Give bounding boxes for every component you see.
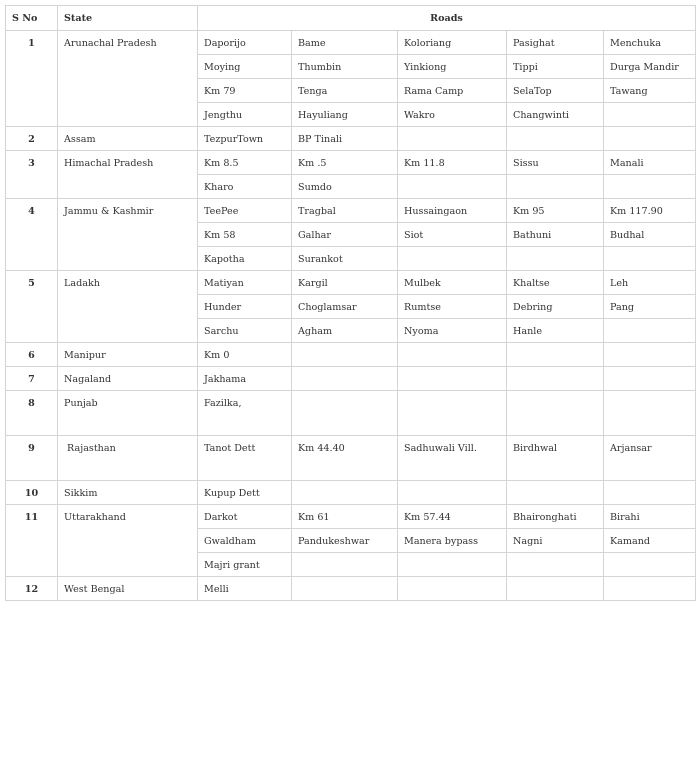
cell-road: Galhar bbox=[292, 223, 398, 247]
cell-road bbox=[507, 175, 604, 199]
table-row bbox=[6, 391, 696, 436]
cell-sno: 6 bbox=[6, 343, 58, 367]
cell-road: Rama Camp bbox=[398, 79, 507, 103]
cell-road bbox=[507, 247, 604, 271]
cell-road bbox=[398, 577, 507, 601]
cell-road bbox=[604, 391, 696, 436]
cell-road: Budhal bbox=[604, 223, 696, 247]
cell-road: Mulbek bbox=[398, 271, 507, 295]
cell-road: Kharo bbox=[198, 175, 292, 199]
cell-road: Pandukeshwar bbox=[292, 529, 398, 553]
cell-road bbox=[398, 343, 507, 367]
cell-road: Pang bbox=[604, 295, 696, 319]
cell-road: Km 8.5 bbox=[198, 151, 292, 175]
cell-road: TezpurTown bbox=[198, 127, 292, 151]
cell-road bbox=[398, 481, 507, 505]
cell-road: Birahi bbox=[604, 505, 696, 529]
cell-road bbox=[292, 343, 398, 367]
cell-state: Ladakh bbox=[58, 271, 198, 343]
cell-road: Melli bbox=[198, 577, 292, 601]
cell-road: Choglamsar bbox=[292, 295, 398, 319]
cell-road: Nagni bbox=[507, 529, 604, 553]
header-row bbox=[6, 6, 696, 31]
cell-state: Nagaland bbox=[58, 367, 198, 391]
cell-road: Kargil bbox=[292, 271, 398, 295]
cell-road bbox=[604, 319, 696, 343]
cell-road bbox=[398, 553, 507, 577]
cell-road: Sarchu bbox=[198, 319, 292, 343]
cell-road: Tippi bbox=[507, 55, 604, 79]
cell-road: Sissu bbox=[507, 151, 604, 175]
cell-road: Leh bbox=[604, 271, 696, 295]
cell-road: Hunder bbox=[198, 295, 292, 319]
table-row bbox=[6, 199, 696, 223]
cell-road bbox=[292, 391, 398, 436]
cell-road bbox=[292, 481, 398, 505]
cell-road: Fazilka, bbox=[198, 391, 292, 436]
cell-road bbox=[398, 391, 507, 436]
cell-road bbox=[507, 127, 604, 151]
cell-road: Manali bbox=[604, 151, 696, 175]
cell-road: Thumbin bbox=[292, 55, 398, 79]
cell-road bbox=[604, 247, 696, 271]
cell-road: Bathuni bbox=[507, 223, 604, 247]
cell-road bbox=[604, 367, 696, 391]
cell-road: Debring bbox=[507, 295, 604, 319]
cell-sno: 12 bbox=[6, 577, 58, 601]
cell-road: Km 79 bbox=[198, 79, 292, 103]
cell-state: Rajasthan bbox=[58, 436, 198, 481]
table-row bbox=[6, 31, 696, 55]
table-row bbox=[6, 481, 696, 505]
table-row bbox=[6, 271, 696, 295]
cell-state: Assam bbox=[58, 127, 198, 151]
cell-road bbox=[398, 175, 507, 199]
cell-road: BP Tinali bbox=[292, 127, 398, 151]
table-row bbox=[6, 151, 696, 175]
table-row bbox=[6, 367, 696, 391]
cell-road: Km 95 bbox=[507, 199, 604, 223]
table-row bbox=[6, 127, 696, 151]
cell-road: Khaltse bbox=[507, 271, 604, 295]
cell-road bbox=[398, 127, 507, 151]
table-row bbox=[6, 505, 696, 529]
cell-road: SelaTop bbox=[507, 79, 604, 103]
cell-road bbox=[604, 127, 696, 151]
table-body bbox=[6, 31, 696, 601]
header-roads: Roads bbox=[198, 6, 696, 31]
cell-state: Arunachal Pradesh bbox=[58, 31, 198, 127]
cell-road: Wakro bbox=[398, 103, 507, 127]
cell-sno: 2 bbox=[6, 127, 58, 151]
cell-road: Tenga bbox=[292, 79, 398, 103]
cell-road bbox=[507, 391, 604, 436]
cell-road: Kamand bbox=[604, 529, 696, 553]
cell-road: Km 57.44 bbox=[398, 505, 507, 529]
cell-road: Birdhwal bbox=[507, 436, 604, 481]
cell-road bbox=[507, 577, 604, 601]
cell-sno: 9 bbox=[6, 436, 58, 481]
cell-sno: 10 bbox=[6, 481, 58, 505]
cell-road: Tawang bbox=[604, 79, 696, 103]
cell-road: Matiyan bbox=[198, 271, 292, 295]
cell-state: Jammu & Kashmir bbox=[58, 199, 198, 271]
cell-road: Nyoma bbox=[398, 319, 507, 343]
cell-road: Darkot bbox=[198, 505, 292, 529]
cell-road bbox=[604, 175, 696, 199]
cell-road bbox=[507, 343, 604, 367]
cell-road: Siot bbox=[398, 223, 507, 247]
cell-road: Moying bbox=[198, 55, 292, 79]
cell-road bbox=[604, 343, 696, 367]
cell-state: Uttarakhand bbox=[58, 505, 198, 577]
cell-road: Km 0 bbox=[198, 343, 292, 367]
cell-road bbox=[604, 553, 696, 577]
cell-road: Menchuka bbox=[604, 31, 696, 55]
cell-road: Jengthu bbox=[198, 103, 292, 127]
roads-table bbox=[5, 5, 696, 601]
cell-road bbox=[507, 367, 604, 391]
cell-road bbox=[507, 481, 604, 505]
table-row bbox=[6, 343, 696, 367]
table-row bbox=[6, 436, 696, 481]
cell-road: Manera bypass bbox=[398, 529, 507, 553]
cell-road: Km 11.8 bbox=[398, 151, 507, 175]
cell-road: Hayuliang bbox=[292, 103, 398, 127]
cell-road: Rumtse bbox=[398, 295, 507, 319]
cell-road: Agham bbox=[292, 319, 398, 343]
cell-road: Km 44.40 bbox=[292, 436, 398, 481]
cell-road: Tragbal bbox=[292, 199, 398, 223]
cell-sno: 3 bbox=[6, 151, 58, 199]
cell-road: Hanle bbox=[507, 319, 604, 343]
cell-road bbox=[398, 247, 507, 271]
cell-road bbox=[604, 577, 696, 601]
cell-road: Jakhama bbox=[198, 367, 292, 391]
cell-sno: 5 bbox=[6, 271, 58, 343]
cell-road bbox=[292, 553, 398, 577]
cell-state: Sikkim bbox=[58, 481, 198, 505]
cell-road: Tanot Dett bbox=[198, 436, 292, 481]
cell-road bbox=[292, 367, 398, 391]
cell-state: West Bengal bbox=[58, 577, 198, 601]
cell-road: Yinkiong bbox=[398, 55, 507, 79]
cell-road bbox=[604, 103, 696, 127]
cell-road: Changwinti bbox=[507, 103, 604, 127]
cell-road bbox=[292, 577, 398, 601]
cell-road: Majri grant bbox=[198, 553, 292, 577]
cell-road: Km 117.90 bbox=[604, 199, 696, 223]
cell-road: Sadhuwali Vill. bbox=[398, 436, 507, 481]
cell-road: Kupup Dett bbox=[198, 481, 292, 505]
cell-road: Daporijo bbox=[198, 31, 292, 55]
cell-road: Km 58 bbox=[198, 223, 292, 247]
cell-road: Gwaldham bbox=[198, 529, 292, 553]
cell-state: Himachal Pradesh bbox=[58, 151, 198, 199]
cell-road bbox=[398, 367, 507, 391]
cell-road bbox=[604, 481, 696, 505]
cell-road: Km .5 bbox=[292, 151, 398, 175]
cell-road: Bame bbox=[292, 31, 398, 55]
cell-state: Punjab bbox=[58, 391, 198, 436]
table-row bbox=[6, 577, 696, 601]
cell-road: Km 61 bbox=[292, 505, 398, 529]
cell-sno: 1 bbox=[6, 31, 58, 127]
cell-road: Pasighat bbox=[507, 31, 604, 55]
cell-road bbox=[507, 553, 604, 577]
cell-sno: 8 bbox=[6, 391, 58, 436]
cell-road: Koloriang bbox=[398, 31, 507, 55]
cell-road: Hussaingaon bbox=[398, 199, 507, 223]
cell-sno: 4 bbox=[6, 199, 58, 271]
cell-state: Manipur bbox=[58, 343, 198, 367]
cell-road: Arjansar bbox=[604, 436, 696, 481]
cell-road: Bhaironghati bbox=[507, 505, 604, 529]
header-state: State bbox=[58, 6, 198, 31]
cell-sno: 11 bbox=[6, 505, 58, 577]
header-sno: S No bbox=[6, 6, 58, 31]
cell-sno: 7 bbox=[6, 367, 58, 391]
cell-road: Kapotha bbox=[198, 247, 292, 271]
cell-road: Surankot bbox=[292, 247, 398, 271]
cell-road: TeePee bbox=[198, 199, 292, 223]
cell-road: Sumdo bbox=[292, 175, 398, 199]
cell-road: Durga Mandir bbox=[604, 55, 696, 79]
